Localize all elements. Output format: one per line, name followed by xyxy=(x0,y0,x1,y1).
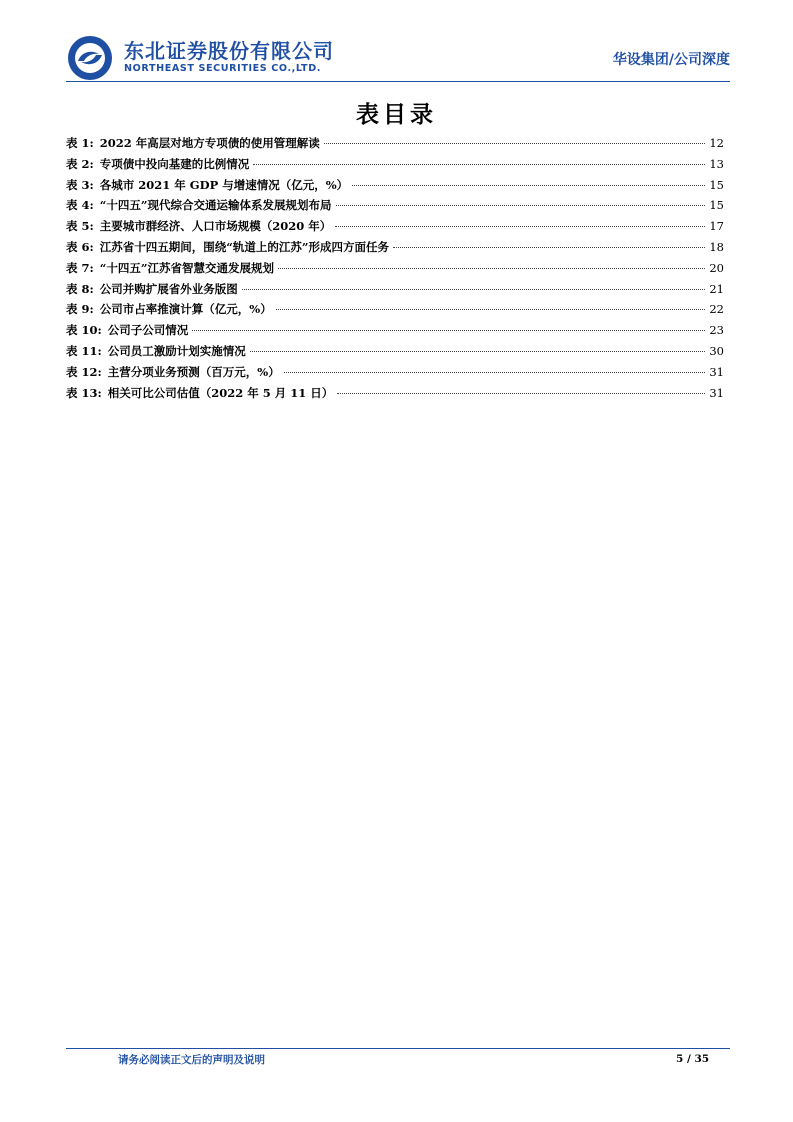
toc-entry[interactable] xyxy=(66,177,724,198)
toc-leader-dots xyxy=(192,330,705,331)
toc-entry-label: 表 4: xyxy=(66,198,94,213)
toc-title: 表目录 xyxy=(356,102,437,128)
toc-entry-page: 22 xyxy=(709,302,724,317)
toc-leader-dots xyxy=(278,268,705,269)
toc-entry[interactable] xyxy=(66,260,724,281)
toc-entry-title: 公司市占率推演计算（亿元，%） xyxy=(99,302,272,317)
toc-entry-page: 31 xyxy=(709,385,724,400)
toc-entry[interactable] xyxy=(66,281,724,302)
company-name-en: NORTHEAST SECURITIES CO.,LTD. xyxy=(124,63,322,74)
toc-leader-dots xyxy=(284,372,706,373)
toc-entry-label: 表 9: xyxy=(66,302,94,317)
toc-entry-label: 表 2: xyxy=(66,156,94,171)
toc-entry[interactable] xyxy=(66,156,724,177)
toc-entry-label: 表 13: xyxy=(66,385,102,400)
toc-entry-page: 23 xyxy=(709,323,724,338)
northeast-securities-logo xyxy=(66,34,114,82)
toc-entry-title: 主营分项业务预测（百万元，%） xyxy=(107,364,280,379)
toc-entry-page: 12 xyxy=(709,136,724,150)
toc-entry-page: 13 xyxy=(709,156,724,171)
toc-leader-dots xyxy=(335,226,705,227)
toc-entry[interactable] xyxy=(66,301,724,322)
toc-entry-title: 江苏省十四五期间，围绕“轨道上的江苏”形成四方面任务 xyxy=(99,239,389,254)
toc-entry-label: 表 1: xyxy=(66,136,94,150)
toc-leader-dots xyxy=(253,164,705,165)
toc-leader-dots xyxy=(276,309,706,310)
toc-entry-label: 表 6: xyxy=(66,239,94,254)
toc-entry-label: 表 10: xyxy=(66,323,102,338)
toc-entry-title: 相关可比公司估值（2022 年 5 月 11 日） xyxy=(107,385,334,400)
toc-entry-title: 各城市 2021 年 GDP 与增速情况（亿元，%） xyxy=(99,177,349,192)
toc-leader-dots xyxy=(337,393,705,394)
toc-entry[interactable] xyxy=(66,197,724,218)
toc-entry[interactable] xyxy=(66,322,724,343)
toc-entry-title: 公司并购扩展省外业务版图 xyxy=(99,281,238,296)
toc-leader-dots xyxy=(324,143,706,144)
toc-entry-label: 表 3: xyxy=(66,177,94,192)
toc-entry-page: 18 xyxy=(709,239,724,254)
table-of-tables xyxy=(66,135,724,405)
toc-entry-label: 表 8: xyxy=(66,281,94,296)
toc-leader-dots xyxy=(250,351,706,352)
toc-entry-title: 公司员工激励计划实施情况 xyxy=(107,343,246,358)
toc-entry-page: 31 xyxy=(709,364,724,379)
footer-disclaimer: 请务必阅读正文后的声明及说明 xyxy=(118,1054,265,1066)
toc-entry-label: 表 7: xyxy=(66,260,94,275)
footer-divider xyxy=(66,1048,730,1049)
toc-entry-page: 15 xyxy=(709,177,724,192)
toc-entry-title: “十四五”现代综合交通运输体系发展规划布局 xyxy=(99,198,332,213)
toc-entry[interactable] xyxy=(66,218,724,239)
toc-entry-page: 30 xyxy=(709,343,724,358)
toc-leader-dots xyxy=(242,289,706,290)
page-header xyxy=(66,34,730,80)
company-name-cn: 东北证券股份有限公司 xyxy=(124,39,334,63)
toc-entry-title: 专项债中投向基建的比例情况 xyxy=(99,156,250,171)
toc-entry-page: 21 xyxy=(709,281,724,296)
header-divider xyxy=(66,81,730,82)
toc-entry-title: 2022 年高层对地方专项债的使用管理解读 xyxy=(99,136,320,150)
report-tag: 华设集团/公司深度 xyxy=(612,52,730,68)
toc-entry-title: “十四五”江苏省智慧交通发展规划 xyxy=(99,260,274,275)
toc-entry-label: 表 11: xyxy=(66,343,102,358)
page-number: 5 / 35 xyxy=(676,1053,710,1065)
toc-leader-dots xyxy=(336,205,706,206)
toc-entry[interactable] xyxy=(66,385,724,406)
toc-entry-page: 20 xyxy=(709,260,724,275)
toc-entry-title: 公司子公司情况 xyxy=(107,323,189,338)
toc-entry[interactable] xyxy=(66,135,724,156)
toc-entry[interactable] xyxy=(66,343,724,364)
toc-entry-page: 17 xyxy=(709,219,724,234)
toc-leader-dots xyxy=(352,185,705,186)
toc-entry[interactable] xyxy=(66,364,724,385)
toc-leader-dots xyxy=(393,247,705,248)
toc-entry-page: 15 xyxy=(709,198,724,213)
toc-entry-label: 表 5: xyxy=(66,219,94,234)
toc-entry-title: 主要城市群经济、人口市场规模（2020 年） xyxy=(99,219,332,234)
toc-entry-label: 表 12: xyxy=(66,364,102,379)
toc-entry[interactable] xyxy=(66,239,724,260)
